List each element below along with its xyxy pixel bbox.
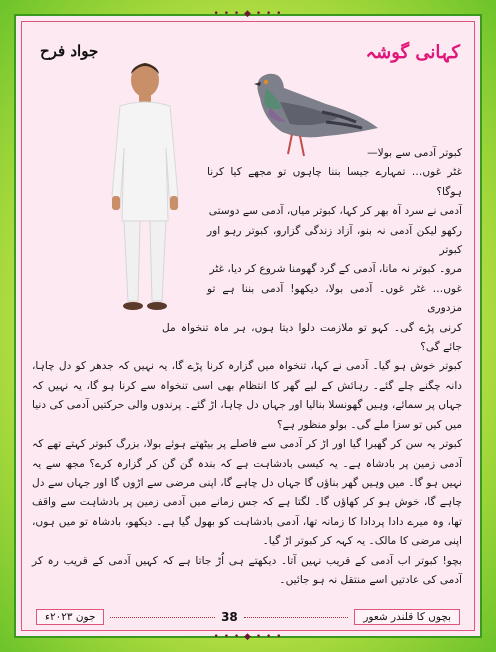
footer-divider [244,617,349,618]
story-line: کبوتر آدمی سے بولا— [367,147,462,159]
story-paragraph: کبوتر یہ سن کر گھبرا گیا اور اڑ کر آدمی سے فاصلے پر بیٹھتے ہوئے بولا، بزرگ کبوتر کہتے تھے کہ آدمی زمین پر بادشاہ ہے۔ یہ کیسی بادشاہت ہے کہ بندہ گن گن کر گزارہ کرے؟ مجھ سے یہ نہیں ہو گا۔ میں وہیں گھر بناؤں گا جہاں دل چاہے گا، اپنی مرضی سے اڑوں گا اور جہاں سے دل چاہے گا، خوش ہو کر کھاؤں گا۔ لگتا ہے کہ جس زمانے میں آدمی زمین پر بادشاہت سے واقف تھا، وہ میرے دادا پردادا کا زمانہ تھا، آدمی بادشاہت کو بھول گیا ہے۔ دیکھو، بادشاہ تو میں ہوں، اپنی مرضی کا مالک۔ یہ کہہ کر کبوتر اڑ گیا۔ [32,438,462,548]
story-line: کرنی پڑے گی۔ کہو تو ملازمت دلوا دیتا ہوں، ہر ماہ تنخواہ مل جائے گی؟ [162,321,462,354]
section-title: کہانی گوشہ [365,42,460,63]
bottom-ornament: • • • ◆ • • • [213,632,283,642]
story-line: غٹر غوں… تمہارے جیسا بننا چاہوں تو مجھے کیا کرنا ہوگا؟ [207,166,462,198]
footer-divider [110,617,215,618]
story-paragraph: بچو! کبوتر اب آدمی کے قریب نہیں آتا۔ دیکھتے ہی اُڑ جاتا ہے کہ کہیں آدمی کے قریب رہ کر آدمی کی عادتیں اسے منتقل نہ ہو جائیں۔ [32,554,462,586]
story-line: آدمی نے سرد آہ بھر کر کہا، کبوتر میاں، آدمی سے دوستی [208,205,462,218]
story-line: غوں… غٹر غوں۔ آدمی بولا، دیکھو! آدمی بننا ہے تو مزدوری [207,282,462,315]
story-paragraph: کبوتر خوش ہو گیا۔ آدمی نے کہا، تنخواہ میں گزارہ کرنا پڑے گا، یہ نہیں کہ جدھر کو دل چاہا، دانہ چگنے چلے گئے۔ رہائش کے لیے گھر کا انتظام بھی اسی تنخواہ سے کرنا ہو گا، یہ نہیں کہ جہاں پر سمائے، وہیں گھونسلا بنالیا اور جہاں دل چاہا، اڑ گئے۔ پرندوں والی حرکتیں آدمی کی دنیا میں کیں تو سزا ملے گی۔ بولو منظور ہے؟ [32,360,462,431]
top-ornament: • • • ◆ • • • [213,9,283,19]
issue-date: جون ۲۰۲۳ء [36,609,104,625]
author-name: جواد فرح [40,42,99,60]
page-footer [36,606,460,628]
page-frame [14,9,482,642]
page-number: 38 [221,610,238,624]
story-line: مرو۔ کبوتر نہ مانا، آدمی کے گرد گھومنا شروع کر دیا، غٹر [209,263,462,276]
story-text [32,144,462,590]
story-line: رکھو لیکن آدمی نہ بنو، آزاد زندگی گزارو، کبوتر رہو اور کبوتر [207,224,462,257]
magazine-name: بچوں کا قلندر شعور [354,609,460,625]
